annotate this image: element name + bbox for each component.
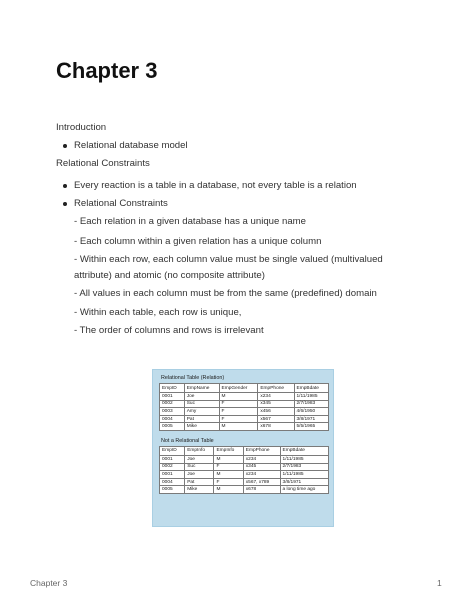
column-header: EmpID: [160, 446, 185, 455]
table-cell: F: [214, 478, 243, 486]
constraints-bullet: Relational Constraints: [74, 198, 168, 209]
table-cell: Joe: [185, 455, 214, 463]
table-row: [160, 455, 329, 463]
page-number: 1: [437, 578, 442, 588]
table-cell: Joe: [184, 393, 219, 401]
constraints-bullet: Every reaction is a table in a database, not every table is a relation: [74, 180, 357, 191]
table-cell: 0004: [160, 415, 185, 423]
table-row: [160, 408, 329, 416]
table-cell: x234: [258, 393, 294, 401]
table-cell: F: [214, 463, 243, 471]
sub-point: - The order of columns and rows is irrelevant: [74, 325, 264, 336]
table-caption: Not a Relational Table: [161, 437, 214, 444]
table-cell: 1/11/1985: [280, 471, 328, 479]
table-cell: x234: [243, 471, 280, 479]
table-cell: Suc: [185, 463, 214, 471]
table-cell: a long time ago: [280, 486, 328, 494]
table-cell: Pat: [184, 415, 219, 423]
table-row: [160, 463, 329, 471]
column-header: EmpInfo: [214, 446, 243, 455]
column-header: EmpBdate: [280, 446, 328, 455]
sub-point: - All values in each column must be from the same (predefined) domain: [74, 288, 377, 299]
table-caption: Relational Table (Relation): [161, 375, 225, 381]
table-row: [160, 400, 329, 408]
constraints-heading: Relational Constraints: [56, 158, 150, 169]
table-cell: x567, x789: [243, 478, 280, 486]
table-cell: Pat: [185, 478, 214, 486]
column-header: EmpPhone: [258, 384, 294, 393]
table-cell: x567: [258, 415, 294, 423]
table-cell: 5/5/1965: [294, 423, 329, 431]
table-cell: x678: [243, 486, 280, 494]
table-cell: x345: [258, 400, 294, 408]
sub-point: - Each relation in a given database has a unique name: [74, 216, 307, 227]
column-header: EmpPhone: [243, 446, 280, 455]
table-cell: 0002: [160, 463, 185, 471]
table-cell: 0001: [160, 471, 185, 479]
page-title: Chapter 3: [56, 58, 158, 83]
table-cell: 3/8/1971: [280, 478, 328, 486]
column-header: EmpGender: [219, 384, 258, 393]
intro-heading: Introduction: [56, 122, 107, 133]
column-header: EmpBdate: [294, 384, 329, 393]
table-cell: x678: [258, 423, 294, 431]
table-row: [160, 471, 329, 479]
table-cell: 4/6/1950: [294, 408, 329, 416]
table-cell: Amy: [184, 408, 219, 416]
table-row: [160, 478, 329, 486]
column-header: EmpName: [184, 384, 219, 393]
table-cell: 0001: [160, 393, 185, 401]
table-cell: 1/11/1985: [294, 393, 329, 401]
table-cell: 0005: [160, 423, 185, 431]
table-cell: 2/7/1983: [294, 400, 329, 408]
relation-comparison-figure: [152, 369, 334, 527]
table-cell: Joe: [185, 471, 214, 479]
table-cell: x456: [258, 408, 294, 416]
table-cell: M: [219, 393, 258, 401]
table-cell: 0002: [160, 400, 185, 408]
table-cell: Mike: [184, 423, 219, 431]
table-cell: F: [219, 400, 258, 408]
table-cell: M: [219, 423, 258, 431]
table-cell: M: [214, 471, 243, 479]
sub-point: - Each column within a given relation has a unique column: [74, 236, 322, 247]
table-row: [160, 393, 329, 401]
table-row: [160, 423, 329, 431]
table-cell: 3/8/1971: [294, 415, 329, 423]
table-cell: x345: [243, 463, 280, 471]
table-cell: 0001: [160, 455, 185, 463]
table-cell: F: [219, 415, 258, 423]
table-cell: 0005: [160, 486, 185, 494]
footer-chapter-label: Chapter 3: [30, 578, 68, 588]
table-row: [160, 486, 329, 494]
non-relational-table: [159, 446, 329, 494]
sub-point: - Within each row, each column value must be single valued (multivalued attribute) and atomic (no composite attribute): [74, 254, 383, 281]
column-header: EmpID: [160, 384, 185, 393]
table-cell: M: [214, 455, 243, 463]
table-cell: 0003: [160, 408, 185, 416]
relational-table: [159, 383, 329, 431]
column-header: EmpInfo: [185, 446, 214, 455]
table-cell: 1/11/1985: [280, 455, 328, 463]
table-cell: Suc: [184, 400, 219, 408]
table-cell: M: [214, 486, 243, 494]
table-row: [160, 415, 329, 423]
table-cell: Mike: [185, 486, 214, 494]
intro-bullet: Relational database model: [74, 140, 188, 151]
table-cell: F: [219, 408, 258, 416]
table-cell: 2/7/1983: [280, 463, 328, 471]
sub-point: - Within each table, each row is unique,: [74, 307, 242, 318]
table-cell: 0004: [160, 478, 185, 486]
table-cell: x234: [243, 455, 280, 463]
